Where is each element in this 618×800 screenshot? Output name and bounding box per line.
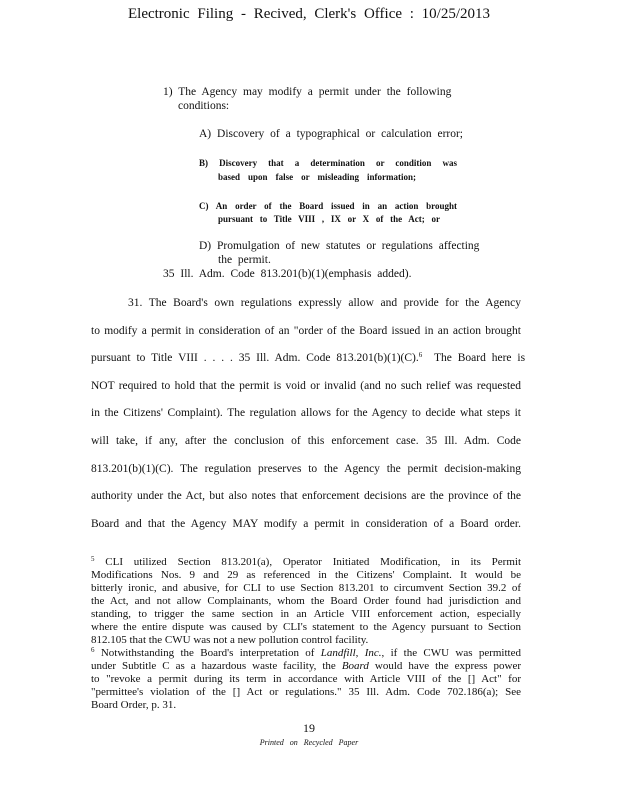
footnote-5-text: CLI utilized Section 813.201(a), Operator Initiated Modification, in its Permit: [105, 556, 522, 568]
paragraph-31-line: 31. The Board's own regulations expressly allow and provide for the Agency: [128, 297, 521, 309]
footnote-5-line: [91, 557, 521, 568]
footnote-6-text: under Subtitle C as a hazardous waste facility, the: [91, 660, 336, 672]
condition-intro: 1) The Agency may modify a permit under the following: [163, 86, 452, 98]
footnote-5-line: where the entire dispute was caused by CLI's statement to the Agency pursuant to Section: [91, 621, 521, 633]
footnote-6-marker: 6: [91, 646, 95, 654]
paragraph-31-line: 813.201(b)(1)(C). The regulation preserves to the Agency the permit decision-making: [91, 463, 521, 475]
paragraph-31-line: in the Citizens' Complaint). The regulation allows for the Agency to decide what steps it: [91, 407, 521, 419]
paragraph-31-line: NOT required to hold that the permit is void or invalid (and no such relief was requested: [91, 380, 521, 392]
condition-c-cont: pursuant to Title VIII , IX or X of the Act; or: [218, 214, 440, 224]
footnote-6-line: [91, 648, 521, 659]
condition-intro-cont: conditions:: [178, 100, 230, 112]
condition-a: A) Discovery of a typographical or calculation error;: [199, 128, 463, 140]
condition-d: D) Promulgation of new statutes or regulations affecting: [199, 240, 480, 252]
footnote-6-line: "permittee's violation of the [] Act or regulations." 35 Ill. Adm. Code 702.186(a); See: [91, 686, 521, 698]
footnote-5-line: 812.105 that the CWU was not a new pollution control facility.: [91, 634, 369, 646]
footnote-5-marker: 5: [91, 555, 95, 563]
footnote-6-case-name: Landfill, Inc.: [320, 647, 382, 659]
condition-b-cont: based upon false or misleading information;: [218, 172, 416, 182]
condition-d-cont: the permit.: [218, 254, 271, 266]
paragraph-31-line: [91, 351, 526, 364]
paragraph-31-text: pursuant to Title VIII . . . . 35 Ill. Adm. Code 813.201(b)(1)(C).: [91, 352, 419, 364]
condition-b: B) Discovery that a determination or condition was: [199, 158, 457, 168]
page-number: 19: [303, 721, 315, 735]
page-footer: Printed on Recycled Paper: [259, 738, 359, 747]
paragraph-31-text: The Board here is: [434, 352, 526, 364]
footnote-5-line: standing, to trigger the same section in an Article VIII enforcement action, especially: [91, 608, 521, 620]
paragraph-31-line: to modify a permit in consideration of an "order of the Board issued in an action brought: [91, 325, 521, 337]
footnote-5-line: bitterly ironic, and abusive, for CLI to use Section 813.201 to circumvent Section 39.2 of: [91, 582, 521, 594]
condition-c: C) An order of the Board issued in an action brought: [199, 201, 457, 211]
footnote-6-line: Board Order, p. 31.: [91, 699, 177, 711]
footnote-6-line: [91, 661, 521, 672]
paragraph-31-line: authority under the Act, but also notes that enforcement decisions are the province of the: [91, 490, 521, 502]
paragraph-31-line: will take, if any, after the conclusion of this enforcement case. 35 Ill. Adm. Code: [91, 435, 521, 447]
footnote-6-text: , if the CWU was permitted: [381, 647, 521, 659]
footnote-6-line: to "revoke a permit during its term in accordance with Article VIII of the [] Act" for: [91, 673, 521, 685]
footnote-6-text: would have the express power: [374, 660, 522, 672]
paragraph-31-text: [419, 352, 525, 364]
footnote-ref-6: 6: [418, 351, 423, 359]
footnote-6-italic: Board: [341, 660, 369, 672]
footnote-5-line: the Act, and not allow Complainants, whom the Board Order found had jurisdiction and: [91, 595, 521, 607]
paragraph-31-line: Board and that the Agency MAY modify a permit in consideration of a Board order.: [91, 518, 521, 530]
footnote-6-text: Notwithstanding the Board's interpretation of: [100, 647, 315, 659]
condition-citation: 35 Ill. Adm. Code 813.201(b)(1)(emphasis added).: [163, 268, 412, 280]
footnote-5-line: Modifications Nos. 9 and 29 as referenced in the Citizens' Complaint. It would be: [91, 569, 521, 581]
filing-header: Electronic Filing - Recived, Clerk's Office : 10/25/2013: [127, 6, 491, 22]
